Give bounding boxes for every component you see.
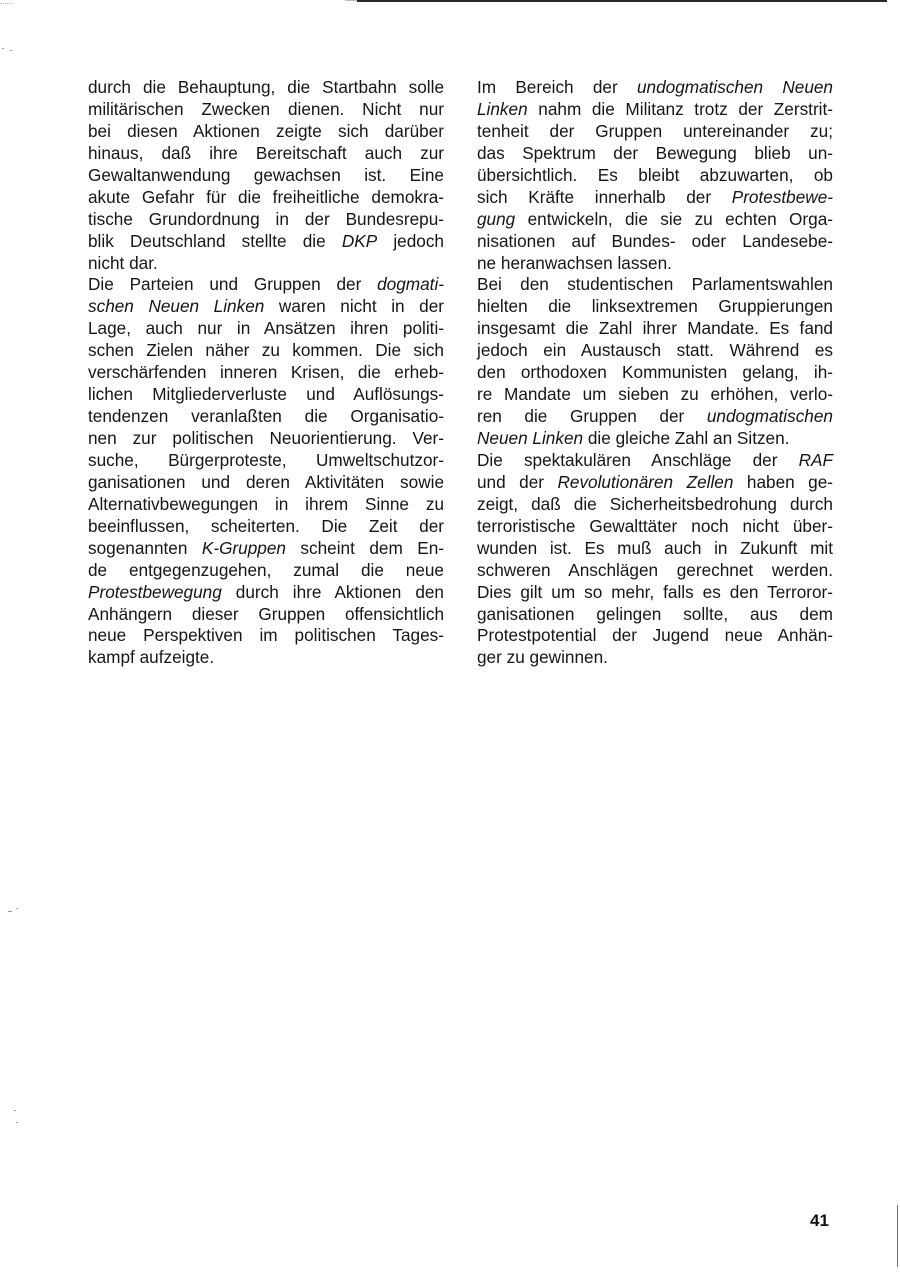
text-run: tenheit der Gruppen untereinander zu; bbox=[477, 120, 833, 141]
text-line bbox=[88, 516, 444, 538]
top-rule bbox=[357, 0, 887, 2]
text-line bbox=[477, 209, 833, 231]
text-line bbox=[477, 362, 833, 384]
text-run: Lage, auch nur in Ansätzen ihren politi- bbox=[88, 318, 444, 339]
text-line bbox=[477, 143, 833, 165]
text-run: und der bbox=[477, 471, 558, 492]
text-line bbox=[477, 516, 833, 538]
text-run: militärischen Zwecken dienen. Nicht nur bbox=[88, 98, 444, 119]
text-run: Alternativbewegungen in ihrem Sinne zu bbox=[88, 493, 444, 514]
emphasized-term: Linken bbox=[477, 98, 528, 119]
text-run: übersichtlich. Es bleibt abzuwarten, ob bbox=[477, 164, 833, 185]
page-number: 41 bbox=[810, 1211, 829, 1230]
text-line bbox=[88, 143, 444, 165]
text-line bbox=[477, 187, 833, 209]
text-run: haben ge- bbox=[733, 471, 834, 492]
text-line bbox=[88, 625, 444, 647]
text-run: das Spektrum der Bewegung blieb un- bbox=[477, 142, 833, 163]
emphasized-term: schen Neuen Linken bbox=[88, 296, 265, 317]
text-line bbox=[477, 121, 833, 143]
text-run: verschärfenden inneren Krisen, die erheb- bbox=[88, 362, 444, 383]
emphasized-term: dogmati- bbox=[377, 274, 444, 295]
text-line bbox=[477, 560, 833, 582]
text-line bbox=[88, 165, 444, 187]
scan-speck bbox=[2, 48, 4, 49]
text-run: tendenzen veranlaßten die Organisatio- bbox=[88, 406, 444, 427]
text-run: ganisationen gelingen sollte, aus dem bbox=[477, 603, 833, 624]
scan-speck bbox=[14, 1110, 16, 1111]
text-line bbox=[88, 472, 444, 494]
text-run: Dies gilt um so mehr, falls es den Terroror- bbox=[477, 581, 833, 602]
text-line bbox=[88, 340, 444, 362]
text-run: wunden ist. Es muß auch in Zukunft mit bbox=[477, 537, 833, 558]
text-line bbox=[88, 428, 444, 450]
emphasized-term: Protestbewe- bbox=[731, 186, 833, 207]
text-run: schweren Anschlägen gerechnet werden. bbox=[477, 559, 833, 580]
text-run: Im Bereich der bbox=[477, 77, 637, 97]
text-line bbox=[88, 231, 444, 253]
text-line bbox=[88, 450, 444, 472]
text-run: entwickeln, die sie zu echten Orga- bbox=[515, 208, 833, 229]
text-run: nicht dar. bbox=[88, 252, 158, 273]
text-run: suche, Bürgerproteste, Umweltschutzor- bbox=[88, 449, 444, 470]
text-line bbox=[477, 274, 833, 296]
emphasized-term: Revolutionären Zellen bbox=[557, 471, 734, 492]
text-run: waren nicht in der bbox=[264, 296, 444, 317]
text-line bbox=[477, 231, 833, 253]
text-line bbox=[88, 538, 444, 560]
text-run: die gleiche Zahl an Sitzen. bbox=[583, 428, 790, 448]
text-run: sogenannten bbox=[88, 537, 202, 558]
text-line bbox=[477, 99, 833, 121]
text-run: hinaus, daß ihre Bereitschaft auch zur bbox=[88, 142, 444, 163]
text-run: ganisationen und deren Aktivitäten sowie bbox=[88, 471, 444, 492]
text-run: Die spektakulären Anschläge der bbox=[477, 449, 799, 470]
text-line bbox=[477, 604, 833, 626]
text-run: jedoch bbox=[377, 230, 444, 251]
text-line bbox=[88, 362, 444, 384]
text-line bbox=[88, 384, 444, 406]
scan-speck bbox=[16, 908, 18, 909]
text-line bbox=[477, 340, 833, 362]
text-run: jedoch ein Austausch statt. Während es bbox=[477, 340, 833, 361]
text-run: re Mandate um sieben zu erhöhen, verlo- bbox=[477, 384, 833, 405]
text-run: schen Zielen näher zu kommen. Die sich bbox=[88, 340, 444, 361]
text-line bbox=[88, 560, 444, 582]
text-line bbox=[477, 472, 833, 494]
text-run: ren die Gruppen der bbox=[477, 406, 707, 427]
text-column-left bbox=[88, 77, 444, 669]
text-line bbox=[88, 121, 444, 143]
text-run: nahm die Militanz trotz der Zerstrit- bbox=[527, 98, 833, 119]
text-run: Anhängern dieser Gruppen offensichtlich bbox=[88, 603, 444, 624]
text-run: insgesamt die Zahl ihrer Mandate. Es fand bbox=[477, 318, 833, 339]
text-line bbox=[88, 99, 444, 121]
text-run: de entgegenzugehen, zumal die neue bbox=[88, 559, 444, 580]
emphasized-term: gung bbox=[477, 208, 516, 229]
text-run: beeinflussen, scheiterten. Die Zeit der bbox=[88, 515, 444, 536]
text-line bbox=[477, 625, 833, 647]
text-run: bei diesen Aktionen zeigte sich darüber bbox=[88, 120, 444, 141]
text-line bbox=[88, 647, 444, 669]
text-run: tische Grundordnung in der Bundesrepu- bbox=[88, 208, 444, 229]
text-line bbox=[477, 582, 833, 604]
text-run: lichen Mitgliederverluste und Auflösungs- bbox=[88, 384, 444, 405]
emphasized-term: undogmatischen bbox=[706, 406, 833, 427]
text-line bbox=[477, 296, 833, 318]
text-run: ger zu gewinnen. bbox=[477, 647, 608, 668]
emphasized-term: undogmatischen Neuen bbox=[636, 77, 833, 97]
text-run: durch die Behauptung, die Startbahn solle bbox=[88, 77, 444, 97]
text-line bbox=[88, 274, 444, 296]
scan-speck bbox=[16, 1122, 18, 1123]
text-run: Protestpotential der Jugend neue Anhän- bbox=[477, 625, 833, 646]
text-run: Gewaltanwendung gewachsen ist. Eine bbox=[88, 164, 444, 185]
text-run: Die Parteien und Gruppen der bbox=[88, 274, 378, 295]
text-line bbox=[477, 165, 833, 187]
text-line bbox=[477, 253, 833, 275]
text-line bbox=[88, 296, 444, 318]
text-run: akute Gefahr für die freiheitliche demokra- bbox=[88, 186, 444, 207]
text-line bbox=[88, 253, 444, 275]
emphasized-term: DKP bbox=[341, 230, 378, 251]
text-line bbox=[88, 406, 444, 428]
scan-corner-mark bbox=[0, 0, 12, 4]
top-rule-faint bbox=[345, 0, 357, 1]
emphasized-term: Neuen Linken bbox=[477, 428, 584, 448]
text-line bbox=[477, 318, 833, 340]
text-run: ne heranwachsen lassen. bbox=[477, 252, 672, 273]
text-line bbox=[477, 647, 833, 669]
text-line bbox=[88, 209, 444, 231]
emphasized-term: K-Gruppen bbox=[201, 537, 286, 558]
text-run: scheint dem En- bbox=[285, 537, 444, 558]
text-run: sich Kräfte innerhalb der bbox=[477, 186, 732, 207]
text-run: kampf aufzeigte. bbox=[88, 647, 215, 668]
text-line bbox=[88, 582, 444, 604]
text-run: den orthodoxen Kommunisten gelang, ih- bbox=[477, 362, 833, 383]
page-edge-line bbox=[897, 1205, 898, 1267]
scan-speck bbox=[10, 50, 12, 51]
text-run: blik Deutschland stellte die bbox=[88, 230, 342, 251]
text-run: Bei den studentischen Parlamentswahlen bbox=[477, 274, 833, 295]
text-run: durch ihre Aktionen den bbox=[221, 581, 444, 602]
text-run: hielten die linksextremen Gruppierungen bbox=[477, 296, 833, 317]
text-line bbox=[477, 538, 833, 560]
text-line bbox=[477, 384, 833, 406]
text-line bbox=[88, 187, 444, 209]
text-line bbox=[88, 318, 444, 340]
text-line bbox=[88, 77, 444, 99]
text-line bbox=[477, 494, 833, 516]
text-run: neue Perspektiven im politischen Tages- bbox=[88, 625, 444, 646]
text-run: terroristische Gewalttäter noch nicht über- bbox=[477, 515, 833, 536]
text-line bbox=[477, 450, 833, 472]
text-run: nen zur politischen Neuorientierung. Ver- bbox=[88, 428, 444, 448]
scan-speck bbox=[8, 911, 12, 912]
text-line bbox=[88, 604, 444, 626]
emphasized-term: RAF bbox=[798, 449, 833, 470]
emphasized-term: Protestbewegung bbox=[88, 581, 222, 602]
text-line bbox=[88, 494, 444, 516]
text-line bbox=[477, 406, 833, 428]
text-run: zeigt, daß die Sicherheitsbedrohung durch bbox=[477, 493, 833, 514]
text-line bbox=[477, 428, 833, 450]
text-column-right bbox=[477, 77, 833, 669]
text-run: nisationen auf Bundes- oder Landesebe- bbox=[477, 230, 833, 251]
text-line bbox=[477, 77, 833, 99]
